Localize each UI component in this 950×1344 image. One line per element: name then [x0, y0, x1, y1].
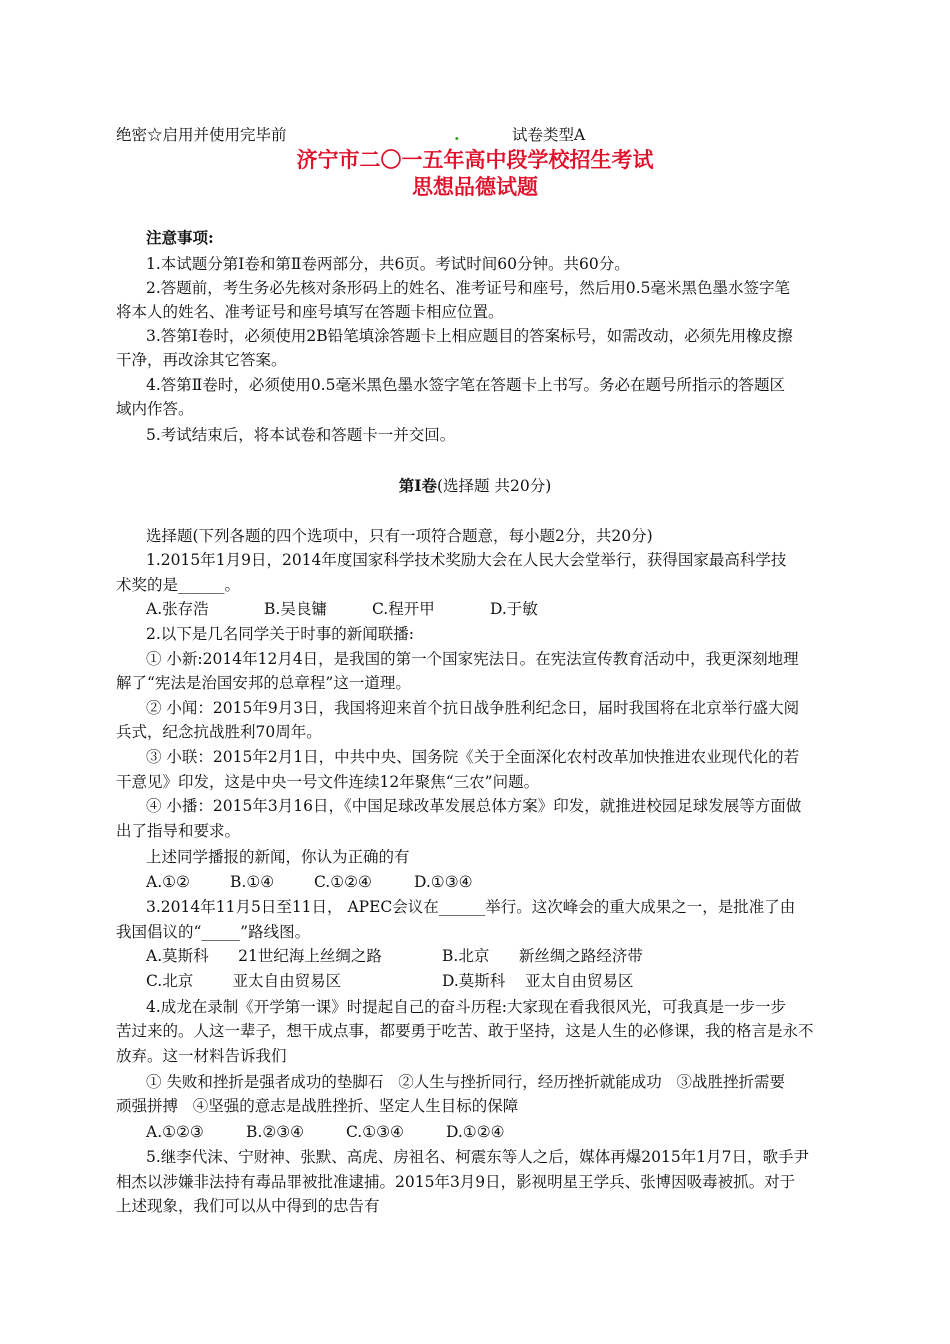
question-2-statement: 干意见》印发，这是中央一号文件连续12年聚焦“三农”问题。 [116, 773, 540, 791]
question-3-text: 我国倡议的“_____”路线图。 [116, 923, 311, 941]
option-b: B.①④ [230, 873, 275, 891]
option-a: A.①② [146, 873, 190, 891]
question-3-options [146, 945, 643, 967]
questions-intro: 选择题(下列各题的四个选项中，只有一项符合题意，每小题2分，共20分) [146, 527, 653, 545]
option-d: D.①②④ [446, 1123, 505, 1141]
question-2-statement: ④ 小播：2015年3月16日，《中国足球改革发展总体方案》印发，就推进校园足球发展等方面做 [146, 797, 802, 815]
confidential-label: 绝密☆启用并使用完毕前 [116, 126, 287, 144]
question-4-statements: 顽强拼搏 ④坚强的意志是战胜挫折、坚定人生目标的保障 [116, 1097, 519, 1115]
option-d: D.①③④ [414, 873, 473, 891]
question-2-statement: ③ 小联：2015年2月1日，中共中央、国务院《关于全面深化农村改革加快推进农业现代化的若 [146, 748, 800, 766]
option-a: A.①②③ [146, 1123, 204, 1141]
question-4-options [146, 1121, 505, 1143]
question-4-text: 4.成龙在录制《开学第一课》时提起自己的奋斗历程:大家现在看我很风光，可我真是一步一步 [146, 998, 787, 1016]
option-a: A.张存浩 [146, 600, 209, 618]
notice-heading: 注意事项: [146, 228, 214, 247]
question-2-statement: 解了“宪法是治国安邦的总章程”这一道理。 [116, 674, 411, 692]
notice-item: 3.答第Ⅰ卷时，必须使用2B铅笔填涂答题卡上相应题目的答案标号，如需改动，必须先用橡皮擦 [146, 327, 793, 345]
question-4-text: 放弃。这一材料告诉我们 [116, 1047, 287, 1065]
question-2-statement: 出了指导和要求。 [116, 822, 241, 840]
decorative-dot: . [454, 125, 460, 144]
question-2-statement: ① 小新:2014年12月4日，是我国的第一个国家宪法日。在宪法宣传教育活动中，我更深刻地理 [146, 650, 799, 668]
option-c: C.程开甲 [372, 600, 435, 618]
question-1-text: 1.2015年1月9日，2014年度国家科学技术奖励大会在人民大会堂举行，获得国家最高科学技 [146, 551, 787, 569]
exam-title: 济宁市二〇一五年高中段学校招生考试 [296, 147, 654, 172]
option-c: C.①③④ [346, 1123, 404, 1141]
section-heading [0, 475, 950, 497]
notice-item: 2.答题前，考生务必先核对条形码上的姓名、准考证号和座号，然后用0.5毫米黑色墨水签字笔 [146, 279, 790, 297]
question-2-statement: ② 小闻：2015年9月3日，我国将迎来首个抗日战争胜利纪念日，届时我国将在北京举行盛大阅 [146, 699, 800, 717]
notice-item: 5.考试结束后，将本试卷和答题卡一并交回。 [146, 426, 456, 444]
notice-item: 干净，再改涂其它答案。 [116, 351, 287, 369]
section-description: (选择题 共20分) [437, 477, 552, 495]
option-d: D.于敏 [490, 600, 538, 618]
paper-type-label: 试卷类型A [512, 126, 586, 144]
option-c: C.北京 亚太自由贸易区 [146, 972, 342, 990]
question-2-text: 2.以下是几名同学关于时事的新闻联播: [146, 625, 415, 643]
option-a: A.莫斯科 21世纪海上丝绸之路 [146, 947, 382, 965]
question-3-text: 3.2014年11月5日至11日， APEC会议在______举行。这次峰会的重大成果之一，是批准了由 [146, 898, 796, 916]
question-4-statements: ① 失败和挫折是强者成功的垫脚石 ②人生与挫折同行，经历挫折就能成功 ③战胜挫折需要 [146, 1073, 785, 1091]
question-1-text: 术奖的是______。 [116, 576, 241, 594]
question-4-text: 苦过来的。人这一辈子，想干成点事，都要勇于吃苦、敢于坚持，这是人生的必修课，我的格言是永不 [116, 1022, 814, 1040]
option-c: C.①②④ [314, 873, 372, 891]
option-d: D.莫斯科 亚太自由贸易区 [442, 972, 634, 990]
section-number: 第Ⅰ卷 [398, 476, 437, 495]
question-5-text: 上述现象，我们可以从中得到的忠告有 [116, 1197, 380, 1215]
option-b: B.②③④ [246, 1123, 305, 1141]
question-2-prompt: 上述同学播报的新闻，你认为正确的有 [146, 848, 410, 866]
option-b: B.北京 新丝绸之路经济带 [442, 947, 643, 965]
question-2-statement: 兵式，纪念抗战胜利70周年。 [116, 723, 322, 741]
notice-item: 将本人的姓名、准考证号和座号填写在答题卡相应位置。 [116, 303, 504, 321]
question-2-options [146, 871, 473, 893]
notice-item: 域内作答。 [116, 400, 194, 418]
question-1-options [146, 598, 538, 620]
notice-item: 4.答第Ⅱ卷时，必须使用0.5毫米黑色墨水签字笔在答题卡上书写。务必在题号所指示的答题区 [146, 376, 785, 394]
question-3-options [146, 970, 634, 992]
option-b: B.吴良镛 [264, 600, 327, 618]
exam-subtitle: 思想品德试题 [412, 174, 538, 199]
question-5-text: 相杰以涉嫌非法持有毒品罪被批准逮捕。2015年3月9日，影视明星王学兵、张博因吸毒被抓。对于 [116, 1173, 796, 1191]
notice-item: 1.本试题分第Ⅰ卷和第Ⅱ卷两部分，共6页。考试时间60分钟。共60分。 [146, 255, 630, 273]
question-5-text: 5.继李代沫、宁财神、张默、高虎、房祖名、柯震东等人之后，媒体再爆2015年1月7日，歌手尹 [146, 1148, 809, 1166]
